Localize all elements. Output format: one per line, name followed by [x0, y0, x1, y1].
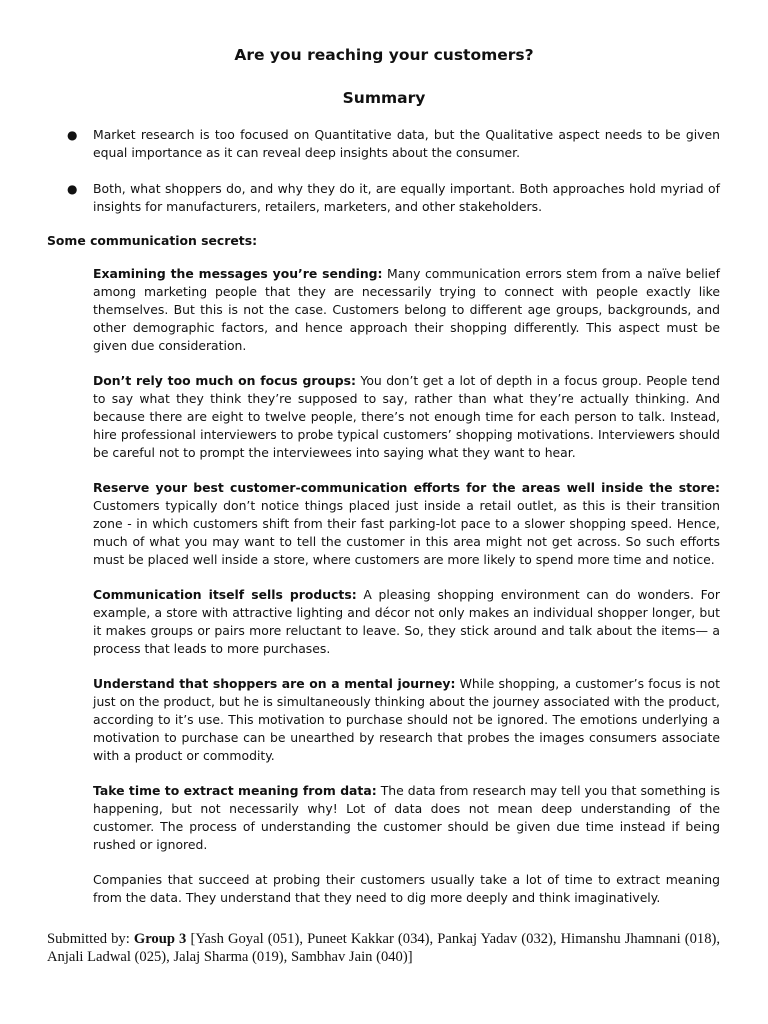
secret-body: You don’t get a lot of depth in a focus group. People tend to say what they think they’re supposed to say, rather than what they’re actually thinking. And because there are eight to twelve people, there’s not enough time for each person to talk. Instead, hire professional interviewers to probe typical customers’ shopping motivations. Interviewers should be careful not to prompt the interviewees into saying what they want to hear.	[93, 373, 720, 460]
document-title: Are you reaching your customers?	[234, 46, 534, 64]
secret-body: Customers typically don’t notice things placed just inside a retail outlet, as this is their transition zone - in which customers shift from their fast parking-lot pace to a slower shopping speed. Hence, much of what you may want to tell the customer in this area might not get across. So such efforts must be placed well inside a store, where customers are more likely to spend more time and notice.	[93, 498, 720, 567]
closing-text: Companies that succeed at probing their customers usually take a lot of time to extract meaning from the data. They understand that they need to dig more deeply and think imaginatively.	[93, 872, 720, 905]
secret-paragraph	[93, 372, 720, 462]
submission-footer	[47, 930, 720, 966]
secret-heading: Understand that shoppers are on a mental journey:	[93, 676, 456, 691]
secret-heading: Don’t rely too much on focus groups:	[93, 373, 356, 388]
secret-paragraph	[93, 586, 720, 658]
bullet-icon: ●	[67, 128, 78, 142]
closing-paragraph	[93, 871, 720, 907]
secret-paragraph	[93, 265, 720, 355]
bullet-icon: ●	[67, 182, 78, 196]
document-subtitle: Summary	[342, 89, 426, 107]
secret-heading: Examining the messages you’re sending:	[93, 266, 383, 281]
footer-prefix: Submitted by:	[47, 931, 130, 947]
footer-members: [Yash Goyal (051), Puneet Kakkar (034), Pankaj Yadav (032), Himanshu Jhamnani (018), Anjali Ladwal (025), Jalaj Sharma (019), Sambhav Jain (040)]	[47, 931, 721, 965]
secret-heading: Take time to extract meaning from data:	[93, 783, 377, 798]
secret-heading: Reserve your best customer-communication efforts for the areas well inside the store:	[93, 480, 720, 495]
summary-bullet	[66, 126, 720, 162]
communication-secrets	[93, 265, 720, 924]
summary-bullet	[66, 180, 720, 216]
secret-paragraph	[93, 782, 720, 854]
secret-body: Many communication errors stem from a naïve belief among marketing people that they are necessarily trying to connect with people exactly like themselves. But this is not the case. Customers belong to different age groups, backgrounds, and other demographic factors, and hence approach their shopping differently. This aspect must be given due consideration.	[93, 266, 720, 353]
secret-body: A pleasing shopping environment can do wonders. For example, a store with attractive lighting and décor not only makes an individual shopper longer, but it makes groups or pairs more reluctant to leave. So, they stick around and talk about the items— a process that leads to more purchases.	[93, 587, 720, 656]
secret-body: While shopping, a customer’s focus is not just on the product, but he is simultaneously thinking about the journey associated with the product, according to it’s use. This motivation to purchase should not be ignored. The emotions underlying a motivation to purchase can be unearthed by research that probes the images consumers associate with a product or commodity.	[93, 676, 720, 763]
summary-bullet-text: Both, what shoppers do, and why they do it, are equally important. Both approaches hold myriad of insights for manufacturers, retailers, marketers, and other stakeholders.	[93, 181, 720, 214]
footer-group: Group 3	[133, 931, 187, 947]
secret-heading: Communication itself sells products:	[93, 587, 357, 602]
secret-body: The data from research may tell you that something is happening, but not necessarily why! Lot of data does not mean deep understanding of the customer. The process of understanding the customer should be given due time instead if being rushed or ignored.	[93, 783, 720, 852]
summary-bullet-list	[66, 126, 720, 234]
secret-paragraph	[93, 675, 720, 765]
summary-bullet-text: Market research is too focused on Quantitative data, but the Qualitative aspect needs to be given equal importance as it can reveal deep insights about the consumer.	[93, 127, 720, 160]
secret-paragraph	[93, 479, 720, 569]
section-heading: Some communication secrets:	[47, 233, 258, 248]
